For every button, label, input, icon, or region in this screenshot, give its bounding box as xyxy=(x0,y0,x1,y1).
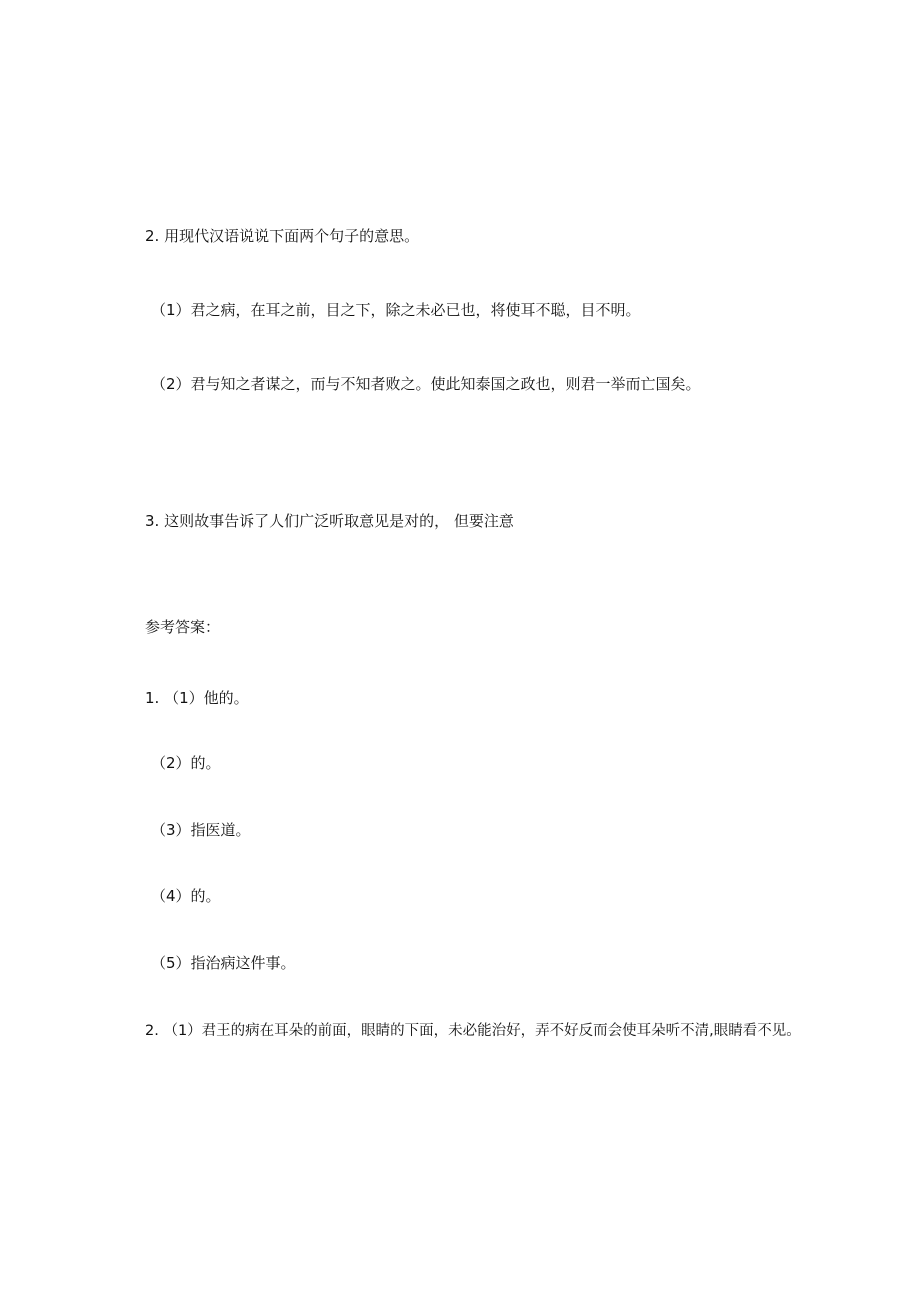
answer-1-item-1: 1. （1）他的。 xyxy=(145,689,249,707)
answer-1-item-2: （2）的。 xyxy=(151,754,221,772)
question-2-item-2: （2）君与知之者谋之，而与不知者败之。使此知泰国之政也，则君一举而亡国矣。 xyxy=(151,375,701,393)
answer-1-item-4: （4）的。 xyxy=(151,887,221,905)
answer-1-item-5: （5）指治病这件事。 xyxy=(151,954,296,972)
answer-2-item-1: 2. （1）君王的病在耳朵的前面，眼睛的下面，未必能治好，弄不好反而会使耳朵听不清,眼睛看不见。 xyxy=(145,1023,801,1039)
question-2-prompt: 2. 用现代汉语说说下面两个句子的意思。 xyxy=(145,227,420,245)
question-3-prompt: 3. 这则故事告诉了人们广泛听取意见是对的， 但要注意 xyxy=(145,512,514,530)
answers-heading: 参考答案： xyxy=(145,618,221,636)
answer-1-item-3: （3）指医道。 xyxy=(151,821,251,839)
question-2-item-1: （1）君之病，在耳之前，目之下，除之未必已也，将使耳不聪，目不明。 xyxy=(151,301,641,319)
